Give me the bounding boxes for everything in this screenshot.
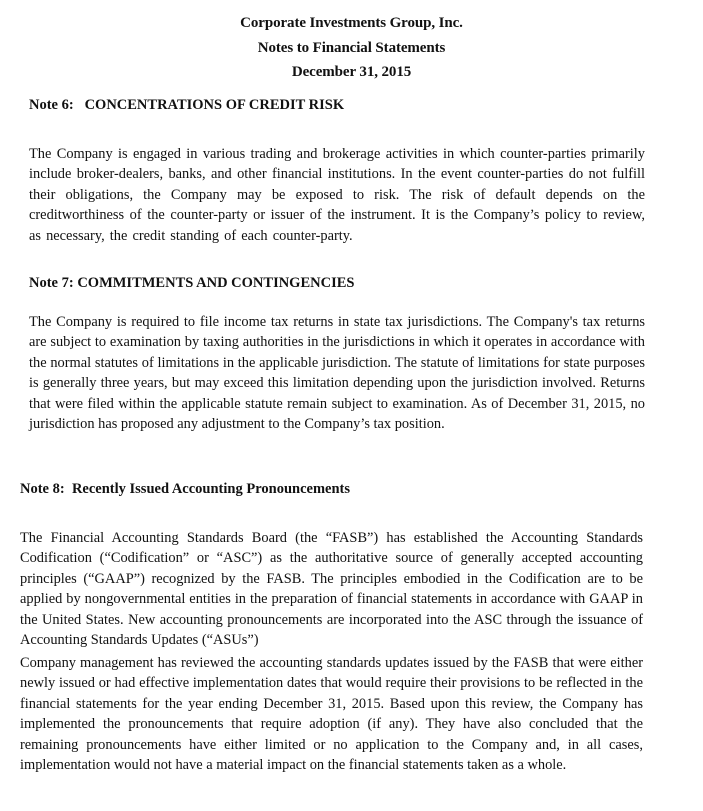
note-6-paragraph: The Company is engaged in various trading and brokerage activities in which counter-parties primarily include broker-dealers, banks, and other financial institutions. In the event counter-parties do not fulfill their obligations, the Company may be exposed to risk. The risk of default depends on the creditworthiness of the counter-party or issuer of the instrument. It is the Company’s policy to review, as necessary, the credit standing of each counter-party. [29,146,645,244]
note-8-paragraph-2: Company management has reviewed the accounting standards updates issued by the FASB that were either newly issued or had effective implementation dates that would require their provisions to be reflected in the financial statements for the year ending December 31, 2015. Based upon this review, the Company has implemented the pronouncements that require adoption (if any). They have also concluded that the remaining pronouncements have either limited or no application to the Company and, in all cases, implementation would not have a material impact on the financial statements taken as a whole. [20,655,643,774]
note-8-heading: Note 8: Recently Issued Accounting Pronouncements [20,481,350,497]
company-name: Corporate Investments Group, Inc. [240,15,463,31]
document-title: Notes to Financial Statements [257,40,446,56]
statement-date: December 31, 2015 [291,64,412,80]
note-8-paragraph-1: The Financial Accounting Standards Board (the “FASB”) has established the Accounting Standards Codification (“Codification” or “ASC”) as the authoritative source of generally accepted accounting principles (“GAAP”) recognized by the FASB. The principles embodied in the Codification are to be applied by nongovernmental entities in the preparation of financial statements in accordance with GAAP in the United States. New accounting pronouncements are incorporated into the ASC through the issuance of Accounting Standards Updates (“ASUs”) [20,530,643,649]
note-7-paragraph: The Company is required to file income tax returns in state tax jurisdictions. The Company's tax returns are subject to examination by taxing authorities in the jurisdictions in which it operates in accordance with the normal statutes of limitations in the applicable jurisdiction. The statute of limitations for state purposes is generally three years, but may exceed this limitation depending upon the jurisdiction involved. Returns that were filed within the applicable statute remain subject to examination. As of December 31, 2015, no jurisdiction has proposed any adjustment to the Company’s tax position. [29,314,645,433]
note-7-heading: Note 7: COMMITMENTS AND CONTINGENCIES [29,275,355,291]
note-6-heading: Note 6: CONCENTRATIONS OF CREDIT RISK [29,97,345,113]
